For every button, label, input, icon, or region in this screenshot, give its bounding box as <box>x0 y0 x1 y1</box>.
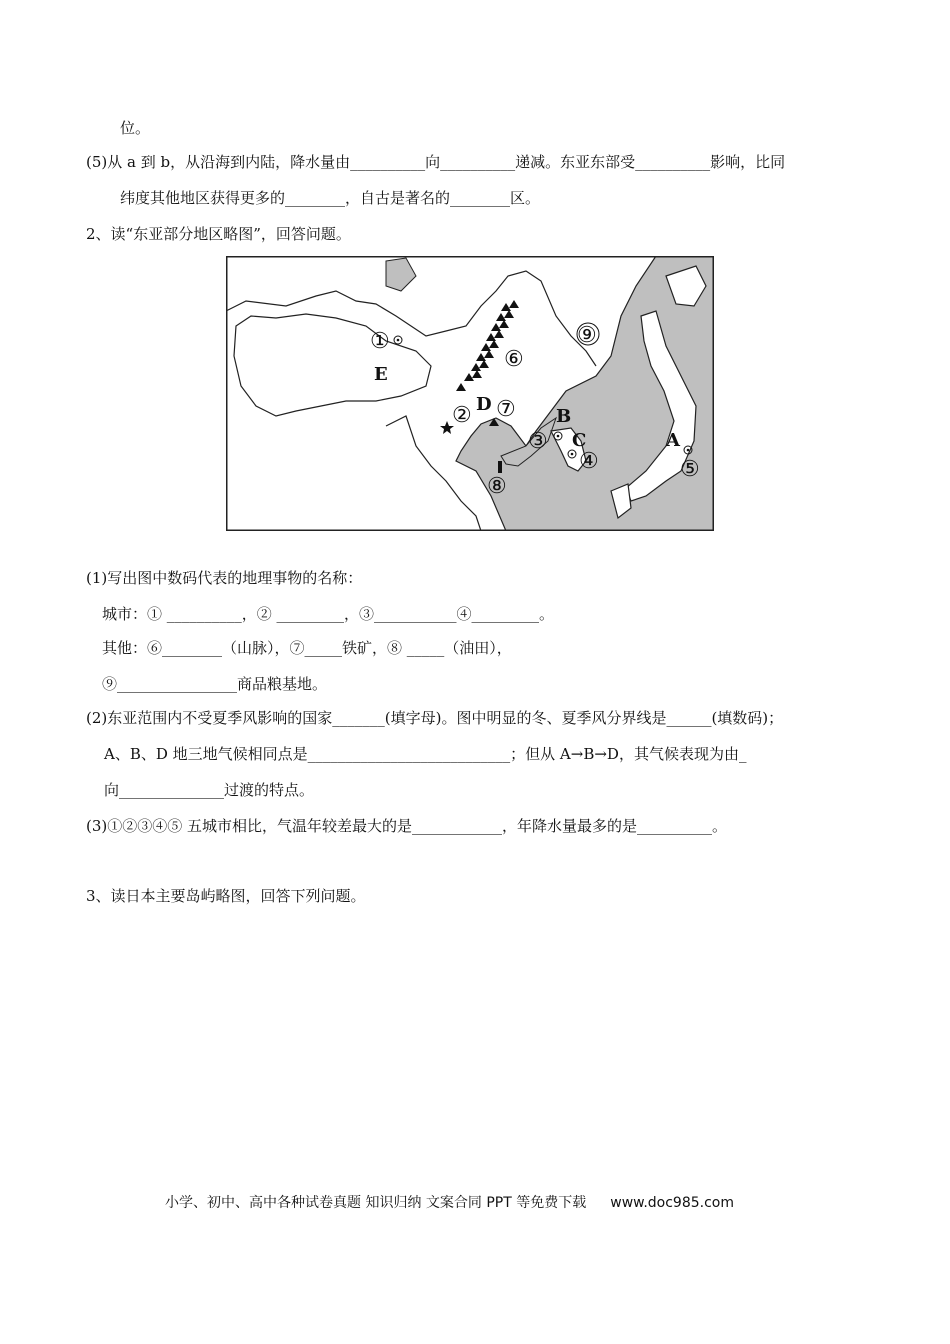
question-2-2-line-2: A、B、D 地三地气候相同点是___________________________；但从 A→B→D，其气候表现为由_ <box>104 745 747 763</box>
text-line: 位。 <box>120 119 151 137</box>
label-5: ⑤ <box>680 457 700 482</box>
question-2-2-line-1: (2)东亚范围内不受夏季风影响的国家_______(填字母)。图中明显的冬、夏季风分界线是______(填数码)； <box>86 709 784 727</box>
east-asia-map <box>226 256 714 531</box>
question-2-2-line-3: 向______________过渡的特点。 <box>104 781 315 799</box>
question-5-line-2: 纬度其他地区获得更多的________，自古是著名的________区。 <box>120 189 541 207</box>
footer <box>165 1192 734 1212</box>
question-2-1-cities: 城市：① __________，② _________，③___________④_________。 <box>102 605 555 623</box>
question-2-1-title: (1)写出图中数码代表的地理事物的名称： <box>86 569 363 587</box>
footer-text: 小学、初中、高中各种试卷真题 知识归纳 文案合同 PPT 等免费下载 <box>165 1195 587 1211</box>
label-D: D <box>476 394 492 415</box>
label-8: ⑧ <box>487 474 507 499</box>
question-2-3: (3)①②③④⑤ 五城市相比，气温年较差最大的是____________，年降水量最多的是__________。 <box>86 817 728 835</box>
label-6: ⑥ <box>504 347 524 372</box>
label-7: ⑦ <box>496 397 516 422</box>
question-2-title: 2、读“东亚部分地区略图”，回答问题。 <box>86 225 351 243</box>
question-2-1-base: ⑨________________商品粮基地。 <box>102 675 328 693</box>
label-B: B <box>556 406 572 427</box>
question-5-line: (5)从 a 到 b，从沿海到内陆，降水量由__________向__________递减。东亚东部受__________影响，比同 <box>86 153 786 171</box>
oil-field-symbol <box>498 461 502 473</box>
label-A: A <box>666 430 680 451</box>
footer-url[interactable]: www.doc985.com <box>610 1195 734 1211</box>
label-C: C <box>572 430 587 451</box>
label-2: ② <box>452 403 472 428</box>
label-9: ⑨ <box>577 323 597 348</box>
question-2-1-other: 其他：⑥________（山脉），⑦_____铁矿，⑧ _____（油田）， <box>102 639 512 657</box>
label-4: ④ <box>579 449 599 474</box>
question-3-title: 3、读日本主要岛屿略图，回答下列问题。 <box>86 887 366 905</box>
label-3: ③ <box>528 429 548 454</box>
label-1: ① <box>370 329 390 354</box>
label-E: E <box>374 364 388 385</box>
